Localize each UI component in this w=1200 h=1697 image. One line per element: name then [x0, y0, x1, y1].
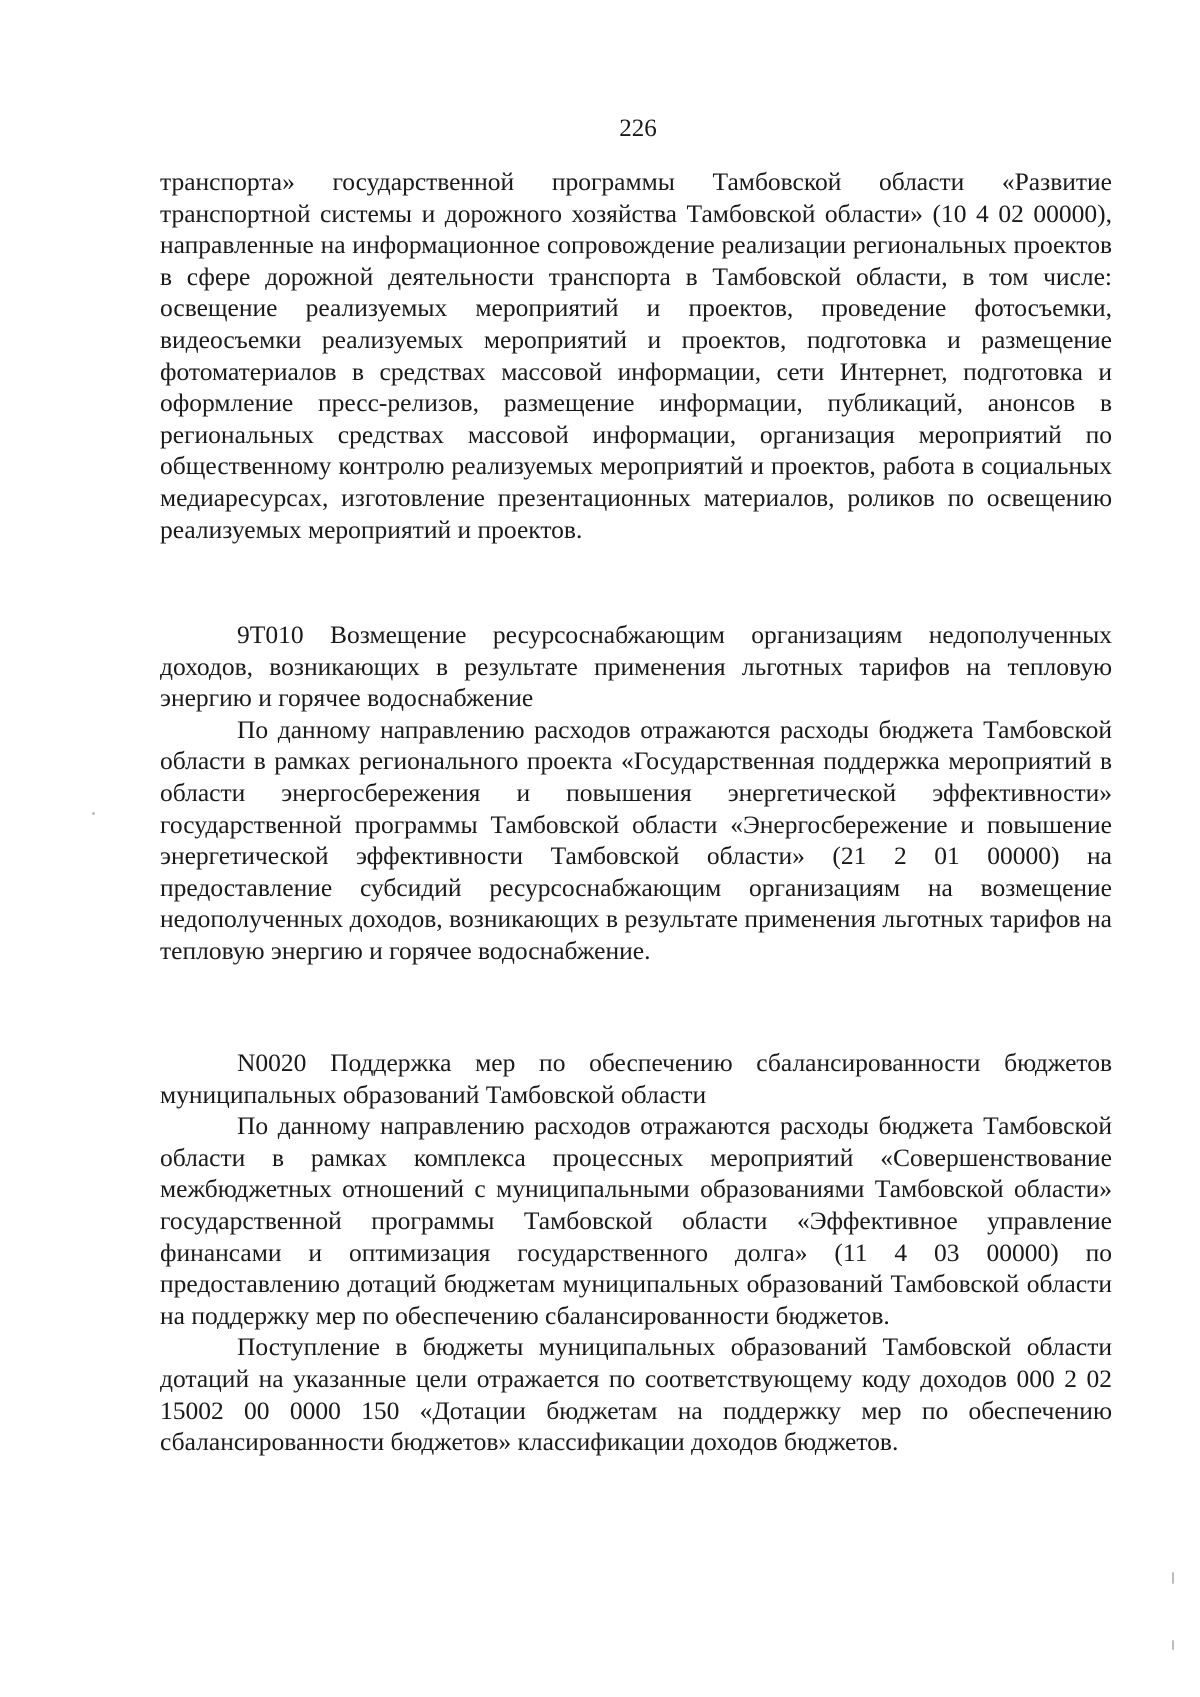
scan-dot: [92, 812, 95, 815]
section-heading: N0020 Поддержка мер по обеспечению сбалансированности бюджетов муниципальных образований Тамбовской области: [160, 1048, 1112, 1109]
section-transport-continuation: [160, 166, 1112, 545]
page-number: 226: [619, 115, 657, 142]
paragraph: По данному направлению расходов отражаются расходы бюджета Тамбовской области в рамках регионального проекта «Государственная поддержка мероприятий в области энергосбережения и повышения энергетической эффективности» государственной программы Тамбовской области «Энергосбережение и повышение энергетической эффективности Тамбовской области» (21 2 01 00000) на предоставление субсидий ресурсоснабжающим организациям на возмещение недополученных доходов, возникающих в результате применения льготных тарифов на тепловую энергию и горячее водоснабжение.: [160, 714, 1112, 965]
scan-dot: [1172, 1640, 1174, 1650]
paragraph: По данному направлению расходов отражаются расходы бюджета Тамбовской области в рамках комплекса процессных мероприятий «Совершенствование межбюджетных отношений с муниципальными образованиями Тамбовской области» государственной программы Тамбовской области «Эффективное управление финансами и оптимизация государственного долга» (11 4 03 00000) по предоставлению дотаций бюджетам муниципальных образований Тамбовской области на поддержку мер по обеспечению сбалансированности бюджетов.: [160, 1111, 1112, 1330]
section-n0020: [160, 1047, 1112, 1458]
section-9t010: [160, 619, 1112, 967]
paragraph: Поступление в бюджеты муниципальных образований Тамбовской области дотаций на указанные цели отражается по соответствующему коду доходов 000 2 02 15002 00 0000 150 «Дотации бюджетам на поддержку мер по обеспечению сбалансированности бюджетов» классификации доходов бюджетов.: [160, 1332, 1112, 1457]
paragraph: транспорта» государственной программы Тамбовской области «Развитие транспортной системы и дорожного хозяйства Тамбовской области» (10 4 02 00000), направленные на информационное сопровождение реализации региональных проектов в сфере дорожной деятельности транспорта в Тамбовской области, в том числе: освещение реализуемых мероприятий и проектов, проведение фотосъемки, видеосъемки реализуемых мероприятий и проектов, подготовка и размещение фотоматериалов в средствах массовой информации, сети Интернет, подготовка и оформление пресс-релизов, размещение информации, публикаций, анонсов в региональных средствах массовой информации, организация мероприятий по общественному контролю реализуемых мероприятий и проектов, работа в социальных медиаресурсах, изготовление презентационных материалов, роликов по освещению реализуемых мероприятий и проектов.: [160, 167, 1112, 544]
scan-dot: [1172, 1572, 1174, 1584]
section-heading: 9Т010 Возмещение ресурсоснабжающим организациям недополученных доходов, возникающих в результате применения льготных тарифов на тепловую энергию и горячее водоснабжение: [160, 620, 1112, 713]
